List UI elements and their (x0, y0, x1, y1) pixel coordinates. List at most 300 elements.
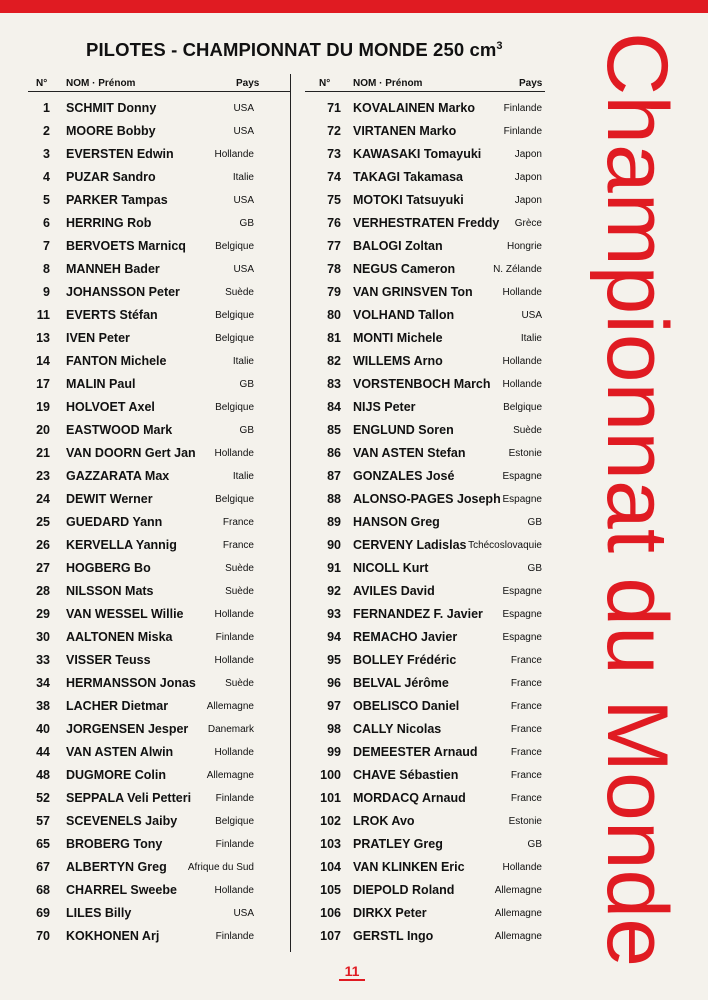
rider-name: OBELISCO Daniel (353, 699, 460, 713)
rider-number: 44 (36, 745, 50, 759)
rider-name: SCHMIT Donny (66, 101, 157, 115)
rider-name: GONZALES José (353, 469, 455, 483)
rider-row (305, 509, 545, 532)
rider-row (28, 532, 290, 555)
rider-row (28, 578, 290, 601)
rider-country: France (510, 770, 542, 781)
rider-name: HOGBERG Bo (66, 561, 151, 575)
rider-number: 81 (327, 331, 341, 345)
side-title-svg (580, 32, 708, 972)
rider-number: 76 (327, 216, 341, 230)
rider-number: 29 (36, 607, 50, 621)
rider-number: 90 (327, 538, 341, 552)
rider-row (305, 302, 545, 325)
rider-name: BALOGI Zoltan (353, 239, 443, 253)
rider-number: 65 (36, 837, 50, 851)
rider-name: SEPPALA Veli Petteri (66, 791, 192, 805)
rider-row (28, 509, 290, 532)
rider-number: 80 (327, 308, 341, 322)
rider-number: 88 (327, 492, 341, 506)
rider-number: 5 (43, 193, 50, 207)
rider-row (28, 417, 290, 440)
rider-row (28, 831, 290, 854)
rider-country: GB (239, 379, 254, 390)
rider-number: 97 (327, 699, 341, 713)
header-number: N° (36, 78, 48, 89)
page-number: 11 (339, 963, 365, 981)
rider-number: 95 (327, 653, 341, 667)
rider-country: Suède (225, 586, 254, 597)
rider-number: 74 (327, 170, 341, 184)
rider-name: BELVAL Jérôme (353, 676, 449, 690)
rider-row (305, 693, 545, 716)
rider-country: Estonie (508, 448, 542, 459)
rider-number: 30 (36, 630, 50, 644)
rider-name: MOTOKI Tatsuyuki (353, 193, 464, 207)
rider-number: 106 (320, 906, 341, 920)
rider-row (305, 187, 545, 210)
rider-number: 73 (327, 147, 341, 161)
rider-name: ENGLUND Soren (353, 423, 454, 437)
rider-row (305, 900, 545, 923)
rider-number: 24 (36, 492, 50, 506)
rider-name: DIEPOLD Roland (353, 883, 455, 897)
rider-name: SCEVENELS Jaiby (66, 814, 178, 828)
rider-row (28, 785, 290, 808)
rider-number: 9 (43, 285, 50, 299)
rider-row (305, 256, 545, 279)
rider-name: VOLHAND Tallon (353, 308, 455, 322)
rider-country: Afrique du Sud (187, 862, 254, 873)
rider-name: GUEDARD Yann (66, 515, 163, 529)
rider-row (28, 854, 290, 877)
rider-number: 57 (36, 814, 50, 828)
rider-row (305, 923, 545, 946)
rider-number: 89 (327, 515, 341, 529)
rider-name: VIRTANEN Marko (353, 124, 457, 138)
rider-row (28, 394, 290, 417)
rider-row (305, 118, 545, 141)
rider-row (28, 279, 290, 302)
rider-number: 86 (327, 446, 341, 460)
rider-number: 72 (327, 124, 341, 138)
rider-name: KAWASAKI Tomayuki (353, 147, 482, 161)
rider-number: 17 (36, 377, 50, 391)
rider-row (28, 233, 290, 256)
rider-name: FERNANDEZ F. Javier (353, 607, 483, 621)
rider-country: GB (239, 218, 254, 229)
rider-number: 82 (327, 354, 341, 368)
rider-row (28, 141, 290, 164)
rider-row (28, 900, 290, 923)
top-red-bar (0, 0, 708, 13)
rider-row (305, 739, 545, 762)
rider-number: 99 (327, 745, 341, 759)
rider-name: LACHER Dietmar (66, 699, 169, 713)
rider-country: Hollande (214, 655, 254, 666)
rider-list-right (305, 92, 545, 946)
rider-number: 1 (43, 101, 50, 115)
rider-row (28, 256, 290, 279)
rider-country: Allemagne (494, 885, 542, 896)
rider-name: VAN KLINKEN Eric (353, 860, 465, 874)
rider-number: 6 (43, 216, 50, 230)
rider-row (28, 371, 290, 394)
rider-row (28, 118, 290, 141)
rider-name: PRATLEY Greg (353, 837, 443, 851)
rider-name: GERSTL Ingo (353, 929, 434, 943)
rider-country: France (510, 701, 542, 712)
rider-name: WILLEMS Arno (353, 354, 443, 368)
rider-country: Japon (514, 195, 542, 206)
rider-row (28, 95, 290, 118)
rider-number: 69 (36, 906, 50, 920)
rider-row (305, 808, 545, 831)
rider-list-left (28, 92, 290, 946)
rider-country: USA (233, 908, 254, 919)
rider-country: Italie (520, 333, 542, 344)
rider-name: VAN GRINSVEN Ton (353, 285, 473, 299)
rider-number: 84 (327, 400, 341, 414)
rider-number: 23 (36, 469, 50, 483)
header-country: Pays (519, 78, 543, 89)
rider-number: 107 (320, 929, 341, 943)
column-header (28, 74, 290, 92)
rider-name: EASTWOOD Mark (66, 423, 173, 437)
rider-number: 103 (320, 837, 341, 851)
rider-number: 70 (36, 929, 50, 943)
rider-country: Japon (514, 172, 542, 183)
rider-number: 100 (320, 768, 341, 782)
rider-number: 19 (36, 400, 50, 414)
rider-row (305, 440, 545, 463)
rider-name: EVERSTEN Edwin (66, 147, 174, 161)
rider-column-right (305, 74, 545, 954)
rider-name: JOHANSSON Peter (66, 285, 180, 299)
rider-row (305, 348, 545, 371)
rider-country: Espagne (502, 586, 542, 597)
rider-row (28, 808, 290, 831)
rider-number: 79 (327, 285, 341, 299)
rider-name: VAN WESSEL Willie (66, 607, 184, 621)
rider-name: BROBERG Tony (66, 837, 163, 851)
rider-name: BERVOETS Marnicq (66, 239, 186, 253)
rider-name: VISSER Teuss (66, 653, 151, 667)
rider-row (305, 233, 545, 256)
rider-row (305, 95, 545, 118)
rider-country: France (510, 793, 542, 804)
rider-name: CHAVE Sébastien (353, 768, 459, 782)
rider-column-left (28, 74, 290, 954)
rider-country: Belgique (215, 310, 254, 321)
side-title-text: Championnat du Monde (589, 32, 685, 950)
rider-number: 96 (327, 676, 341, 690)
rider-country: Finlande (215, 632, 254, 643)
rider-country: Suède (225, 287, 254, 298)
rider-row (28, 647, 290, 670)
rider-row (305, 486, 545, 509)
rider-country: Finlande (503, 126, 542, 137)
rider-number: 48 (36, 768, 50, 782)
rider-name: JORGENSEN Jesper (66, 722, 189, 736)
rider-name: KERVELLA Yannig (66, 538, 177, 552)
rider-row (305, 394, 545, 417)
rider-number: 34 (36, 676, 50, 690)
rider-row (305, 831, 545, 854)
rider-row (28, 187, 290, 210)
rider-number: 101 (320, 791, 341, 805)
rider-country: France (510, 747, 542, 758)
rider-country: France (510, 678, 542, 689)
side-title (580, 32, 708, 972)
rider-number: 21 (36, 446, 50, 460)
rider-number: 98 (327, 722, 341, 736)
rider-country: Hollande (214, 885, 254, 896)
rider-name: NILSSON Mats (66, 584, 154, 598)
rider-row (28, 325, 290, 348)
rider-name: CERVENY Ladislas (353, 538, 467, 552)
rider-name: ALBERTYN Greg (66, 860, 167, 874)
rider-number: 83 (327, 377, 341, 391)
rider-name: KOKHONEN Arj (66, 929, 160, 943)
column-header (305, 74, 545, 92)
rider-country: Hollande (214, 448, 254, 459)
rider-name: NIJS Peter (353, 400, 416, 414)
rider-name: BOLLEY Frédéric (353, 653, 457, 667)
rider-number: 87 (327, 469, 341, 483)
rider-country: N. Zélande (493, 264, 542, 275)
rider-country: Belgique (503, 402, 542, 413)
rider-country: Suède (513, 425, 542, 436)
rider-name: CHARREL Sweebe (66, 883, 177, 897)
rider-number: 13 (36, 331, 50, 345)
rider-country: Belgique (215, 816, 254, 827)
rider-row (28, 739, 290, 762)
rider-name: EVERTS Stéfan (66, 308, 158, 322)
rider-name: DIRKX Peter (353, 906, 427, 920)
rider-row (305, 601, 545, 624)
rider-country: Espagne (502, 609, 542, 620)
rider-country: Italie (232, 172, 254, 183)
rider-row (28, 624, 290, 647)
rider-country: USA (233, 103, 254, 114)
rider-country: Hollande (214, 149, 254, 160)
rider-number: 91 (327, 561, 341, 575)
rider-name: DEWIT Werner (66, 492, 153, 506)
rider-country: Hollande (502, 287, 542, 298)
rider-number: 40 (36, 722, 50, 736)
rider-number: 25 (36, 515, 50, 529)
rider-number: 105 (320, 883, 341, 897)
rider-country: Hollande (502, 862, 542, 873)
rider-country: Danemark (207, 724, 254, 735)
rider-row (305, 325, 545, 348)
rider-row (305, 210, 545, 233)
rider-country: Suède (225, 678, 254, 689)
rider-country: Hollande (502, 379, 542, 390)
rider-number: 77 (327, 239, 341, 253)
rider-country: Suède (225, 563, 254, 574)
rider-row (305, 762, 545, 785)
rider-number: 104 (320, 860, 341, 874)
rider-name: DEMEESTER Arnaud (353, 745, 478, 759)
rider-number: 11 (36, 308, 50, 322)
header-name: NOM · Prénom (353, 78, 423, 89)
rider-country: Estonie (508, 816, 542, 827)
rider-row (305, 785, 545, 808)
rider-country: Japon (514, 149, 542, 160)
rider-number: 27 (36, 561, 50, 575)
rider-number: 92 (327, 584, 341, 598)
rider-number: 75 (327, 193, 341, 207)
rider-row (305, 670, 545, 693)
rider-row (305, 854, 545, 877)
rider-number: 52 (36, 791, 50, 805)
rider-country: Belgique (215, 241, 254, 252)
rider-row (28, 601, 290, 624)
rider-name: PUZAR Sandro (66, 170, 156, 184)
rider-row (305, 578, 545, 601)
rider-country: Belgique (215, 333, 254, 344)
rider-name: MANNEH Bader (66, 262, 160, 276)
rider-number: 78 (327, 262, 341, 276)
rider-row (305, 716, 545, 739)
rider-country: France (510, 724, 542, 735)
rider-country: Allemagne (494, 908, 542, 919)
rider-number: 71 (327, 101, 341, 115)
rider-row (28, 210, 290, 233)
rider-country: GB (527, 563, 542, 574)
column-divider (290, 74, 291, 952)
rider-number: 4 (43, 170, 50, 184)
rider-country: Tchécoslovaquie (468, 540, 542, 551)
rider-name: IVEN Peter (66, 331, 130, 345)
rider-row (305, 279, 545, 302)
rider-name: HOLVOET Axel (66, 400, 155, 414)
rider-name: NEGUS Cameron (353, 262, 456, 276)
rider-number: 85 (327, 423, 341, 437)
rider-name: MOORE Bobby (66, 124, 156, 138)
rider-number: 93 (327, 607, 341, 621)
rider-row (28, 693, 290, 716)
rider-country: Espagne (502, 494, 542, 505)
rider-row (305, 877, 545, 900)
rider-row (28, 463, 290, 486)
rider-country: USA (233, 126, 254, 137)
rider-name: CALLY Nicolas (353, 722, 442, 736)
rider-number: 3 (43, 147, 50, 161)
rider-name: VERHESTRATEN Freddy (353, 216, 500, 230)
rider-name: VAN ASTEN Stefan (353, 446, 466, 460)
rider-name: REMACHO Javier (353, 630, 458, 644)
rider-name: HERRING Rob (66, 216, 152, 230)
rider-row (28, 923, 290, 946)
rider-number: 26 (36, 538, 50, 552)
header-number: N° (319, 78, 331, 89)
rider-name: HERMANSSON Jonas (66, 676, 196, 690)
rider-row (28, 348, 290, 371)
rider-row (28, 486, 290, 509)
rider-name: DUGMORE Colin (66, 768, 166, 782)
rider-name: GAZZARATA Max (66, 469, 170, 483)
rider-name: MALIN Paul (66, 377, 136, 391)
rider-number: 94 (327, 630, 341, 644)
rider-country: Finlande (215, 793, 254, 804)
rider-name: VAN ASTEN Alwin (66, 745, 174, 759)
rider-country: USA (521, 310, 542, 321)
rider-number: 28 (36, 584, 50, 598)
rider-row (305, 164, 545, 187)
rider-number: 33 (36, 653, 50, 667)
page-title-superscript: 3 (496, 39, 503, 52)
rider-row (305, 463, 545, 486)
header-country: Pays (236, 78, 260, 89)
rider-name: FANTON Michele (66, 354, 167, 368)
rider-row (28, 555, 290, 578)
rider-country: Finlande (215, 839, 254, 850)
rider-country: Hollande (502, 356, 542, 367)
rider-row (28, 164, 290, 187)
rider-country: Italie (232, 471, 254, 482)
rider-country: Grèce (514, 218, 542, 229)
rider-country: Hollande (214, 609, 254, 620)
rider-country: USA (233, 195, 254, 206)
rider-country: France (222, 540, 254, 551)
rider-country: France (222, 517, 254, 528)
page-title-text: PILOTES - CHAMPIONNAT DU MONDE 250 cm (86, 39, 497, 60)
rider-row (28, 716, 290, 739)
rider-country: Espagne (502, 471, 542, 482)
rider-row (305, 624, 545, 647)
rider-country: Allemagne (206, 701, 254, 712)
rider-row (305, 141, 545, 164)
rider-number: 68 (36, 883, 50, 897)
rider-country: Hollande (214, 747, 254, 758)
rider-name: MORDACQ Arnaud (353, 791, 466, 805)
header-name: NOM · Prénom (66, 78, 136, 89)
rider-number: 38 (36, 699, 50, 713)
rider-name: MONTI Michele (353, 331, 443, 345)
rider-name: LILES Billy (66, 906, 132, 920)
rider-name: LROK Avo (353, 814, 415, 828)
rider-name: PARKER Tampas (66, 193, 168, 207)
rider-country: Belgique (215, 494, 254, 505)
rider-name: VORSTENBOCH March (353, 377, 491, 391)
rider-country: GB (239, 425, 254, 436)
rider-row (305, 555, 545, 578)
rider-country: Allemagne (494, 931, 542, 942)
rider-country: GB (527, 839, 542, 850)
rider-number: 102 (320, 814, 341, 828)
rider-number: 2 (43, 124, 50, 138)
rider-number: 14 (36, 354, 50, 368)
rider-country: Finlande (215, 931, 254, 942)
rider-number: 8 (43, 262, 50, 276)
rider-row (28, 302, 290, 325)
rider-country: Allemagne (206, 770, 254, 781)
rider-row (305, 647, 545, 670)
rider-row (28, 762, 290, 785)
rider-row (305, 417, 545, 440)
rider-country: USA (233, 264, 254, 275)
rider-name: NICOLL Kurt (353, 561, 429, 575)
rider-name: TAKAGI Takamasa (353, 170, 463, 184)
rider-row (305, 532, 545, 555)
rider-country: France (510, 655, 542, 666)
rider-row (28, 440, 290, 463)
rider-country: Italie (232, 356, 254, 367)
rider-name: KOVALAINEN Marko (353, 101, 476, 115)
